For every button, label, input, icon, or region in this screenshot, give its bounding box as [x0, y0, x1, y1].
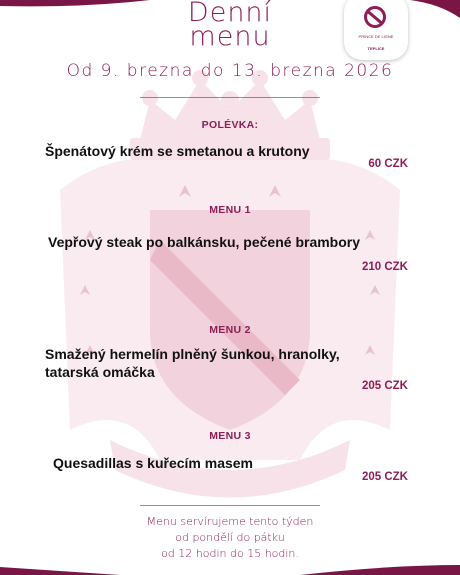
menu1-price: 210 CZK [361, 261, 408, 273]
menu3-dish: Quesadillas s kuřecím masem [53, 455, 253, 471]
menu2-price: 205 CZK [361, 380, 408, 392]
menu2-dish-line1: Smažený hermelín plněný šunkou, hranolky, [45, 346, 340, 362]
logo-brand-text: PRINCE DE LIGNE [358, 34, 394, 39]
footer-divider [140, 505, 320, 506]
menu3-heading: MENU 3 [209, 430, 251, 442]
menu1-dish: Vepřový steak po balkánsku, pečené brambory [48, 234, 361, 250]
page-title-line1: Denní [187, 0, 273, 28]
logo-city-text: TEPLICE [367, 46, 385, 51]
page-title-line2: menu [189, 21, 271, 52]
footer-line2: od pondělí do pátku [175, 531, 285, 544]
header-divider [140, 97, 320, 98]
soup-heading: POLÉVKA: [201, 119, 259, 131]
menu3-price: 205 CZK [361, 471, 408, 483]
menu2-heading: MENU 2 [209, 324, 251, 336]
soup-price: 60 CZK [368, 158, 408, 170]
soup-dish: Špenátový krém se smetanou a krutony [45, 143, 310, 159]
date-range: Od 9. brezna do 13. brezna 2026 [66, 61, 394, 81]
menu1-heading: MENU 1 [209, 204, 251, 216]
menu2-dish-line2: tatarská omáčka [45, 364, 155, 380]
footer-line3: od 12 hodin do 15 hodin. [161, 547, 299, 560]
footer-line1: Menu servírujeme tento týden [146, 515, 314, 528]
